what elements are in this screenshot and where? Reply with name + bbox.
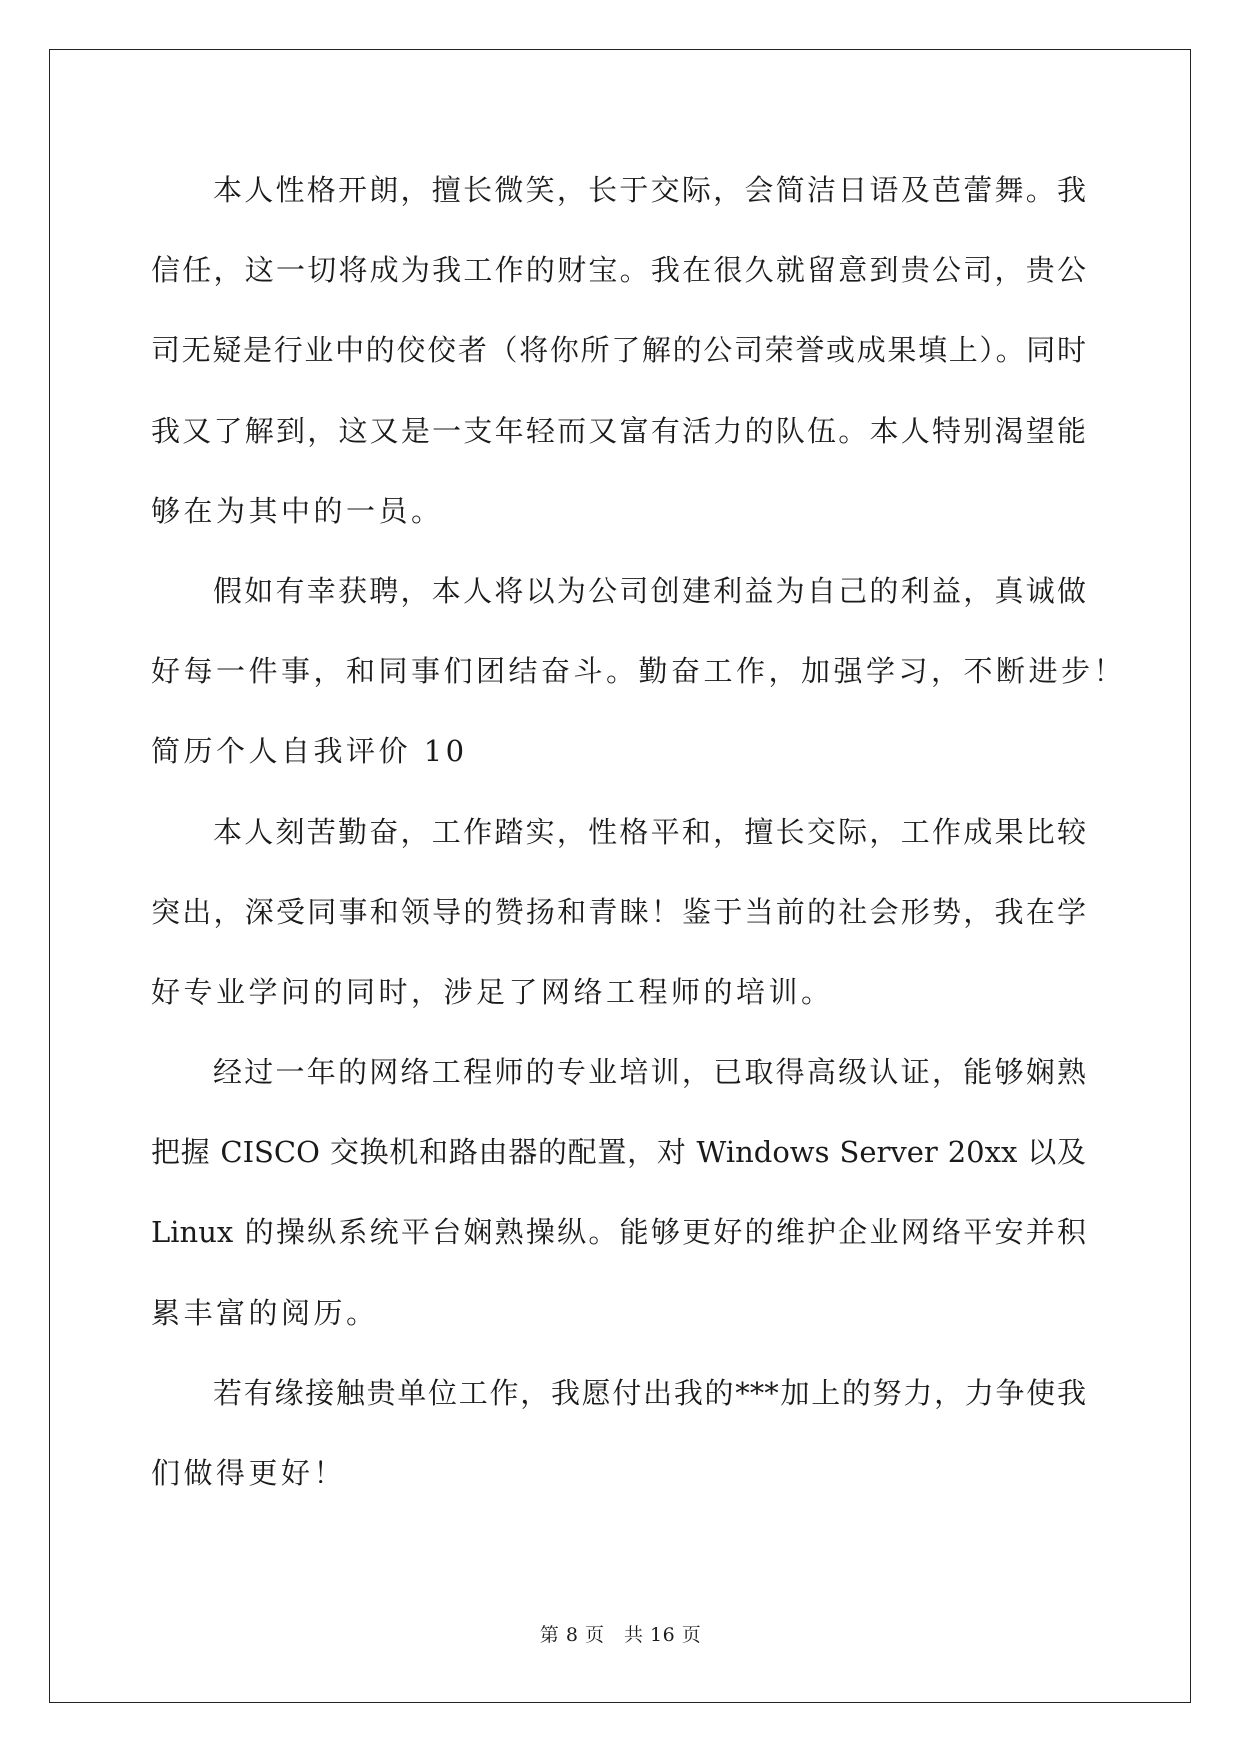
- text-line: Linux 的操纵系统平台娴熟操纵。能够更好的维护企业网络平安并积: [151, 1215, 1086, 1250]
- page-number-footer: 第 8 页 共 16 页: [539, 1624, 702, 1646]
- text-line: 们做得更好！: [151, 1456, 347, 1490]
- text-line: 信任，这一切将成为我工作的财宝。我在很久就留意到贵公司，贵公: [151, 253, 1086, 288]
- text-line: 本人性格开朗，擅长微笑，长于交际，会简洁日语及芭蕾舞。我: [213, 173, 1086, 207]
- text-line: 假如有幸获聘，本人将以为公司创建利益为自己的利益，真诚做: [213, 573, 1086, 608]
- text-line: 够在为其中的一员。: [151, 493, 444, 528]
- text-line: 累丰富的阅历。: [151, 1295, 379, 1330]
- document-body: [151, 155, 1127, 1518]
- text-line: 我又了解到，这又是一支年轻而又富有活力的队伍。本人特别渴望能: [151, 413, 1086, 448]
- text-line: 经过一年的网络工程师的专业培训，已取得高级认证，能够娴熟: [213, 1055, 1086, 1090]
- text-line: 司无疑是行业中的佼佼者（将你所了解的公司荣誉或成果填上）。同时: [151, 333, 1086, 368]
- section-heading: 简历个人自我评价 10: [151, 734, 468, 769]
- text-line: 好每一件事，和同事们团结奋斗。勤奋工作，加强学习，不断进步！: [151, 654, 1127, 689]
- text-line: 好专业学问的同时，涉足了网络工程师的培训。: [151, 974, 834, 1009]
- text-line: 突出，深受同事和领导的赞扬和青睐！鉴于当前的社会形势，我在学: [151, 894, 1086, 929]
- text-line: 若有缘接触贵单位工作，我愿付出我的***加上的努力，力争使我: [213, 1375, 1086, 1410]
- text-line: 把握 CISCO 交换机和路由器的配置，对 Windows Server 20xx 以及: [151, 1135, 1086, 1170]
- text-line: 本人刻苦勤奋，工作踏实，性格平和，擅长交际，工作成果比较: [213, 814, 1086, 849]
